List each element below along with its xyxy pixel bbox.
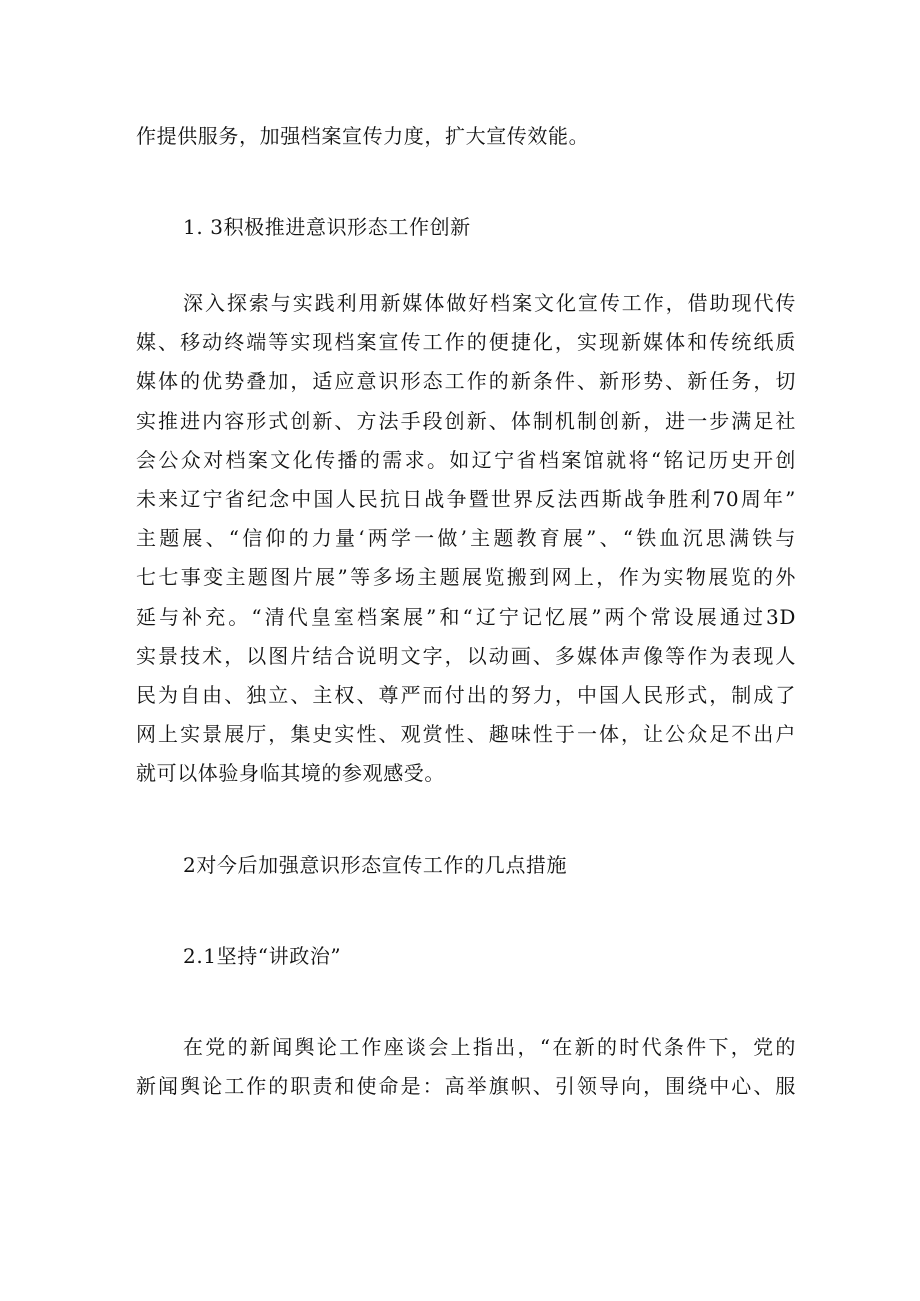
section-heading-1-3: 1. 3积极推进意识形态工作创新 [183, 215, 471, 239]
paragraph-line: 延与补充。“清代皇室档案展”和“辽宁记忆展”两个常设展通过3D [136, 605, 796, 629]
paragraph-line: 七七事变主题图片展”等多场主题展览搬到网上，作为实物展览的外 [136, 565, 796, 589]
paragraph-line: 民为自由、独立、主权、尊严而付出的努力，中国人民形式，制成了 [136, 683, 796, 707]
paragraph-line: 未来辽宁省纪念中国人民抗日战争暨世界反法西斯战争胜利70周年” [136, 487, 796, 511]
paragraph-line: 媒体的优势叠加，适应意识形态工作的新条件、新形势、新任务，切 [136, 369, 796, 393]
section-heading-2-1: 2.1坚持“讲政治” [183, 944, 342, 968]
paragraph-line: 就可以体验身临其境的参观感受。 [136, 761, 445, 785]
continuation-line: 作提供服务，加强档案宣传力度，扩大宣传效能。 [136, 124, 590, 148]
paragraph-line: 实景技术，以图片结合说明文字，以动画、多媒体声像等作为表现人 [136, 644, 796, 668]
paragraph-line: 新闻舆论工作的职责和使命是：高举旗帜、引领导向，围绕中心、服 [136, 1074, 796, 1098]
paragraph-line: 网上实景展厅，集史实性、观赏性、趣味性于一体，让公众足不出户 [136, 722, 796, 746]
paragraph-line: 深入探索与实践利用新媒体做好档案文化宣传工作，借助现代传 [183, 291, 796, 315]
paragraph-line: 媒、移动终端等实现档案宣传工作的便捷化，实现新媒体和传统纸质 [136, 330, 796, 354]
section-heading-2: 2对今后加强意识形态宣传工作的几点措施 [183, 853, 568, 877]
paragraph-line: 在党的新闻舆论工作座谈会上指出，“在新的时代条件下，党的 [183, 1035, 796, 1059]
paragraph-line: 实推进内容形式创新、方法手段创新、体制机制创新，进一步满足社 [136, 409, 796, 433]
paragraph-line: 会公众对档案文化传播的需求。如辽宁省档案馆就将“铭记历史开创 [136, 448, 796, 472]
paragraph-line: 主题展、“信仰的力量‘两学一做’主题教育展”、“铁血沉思满铁与 [136, 526, 796, 550]
